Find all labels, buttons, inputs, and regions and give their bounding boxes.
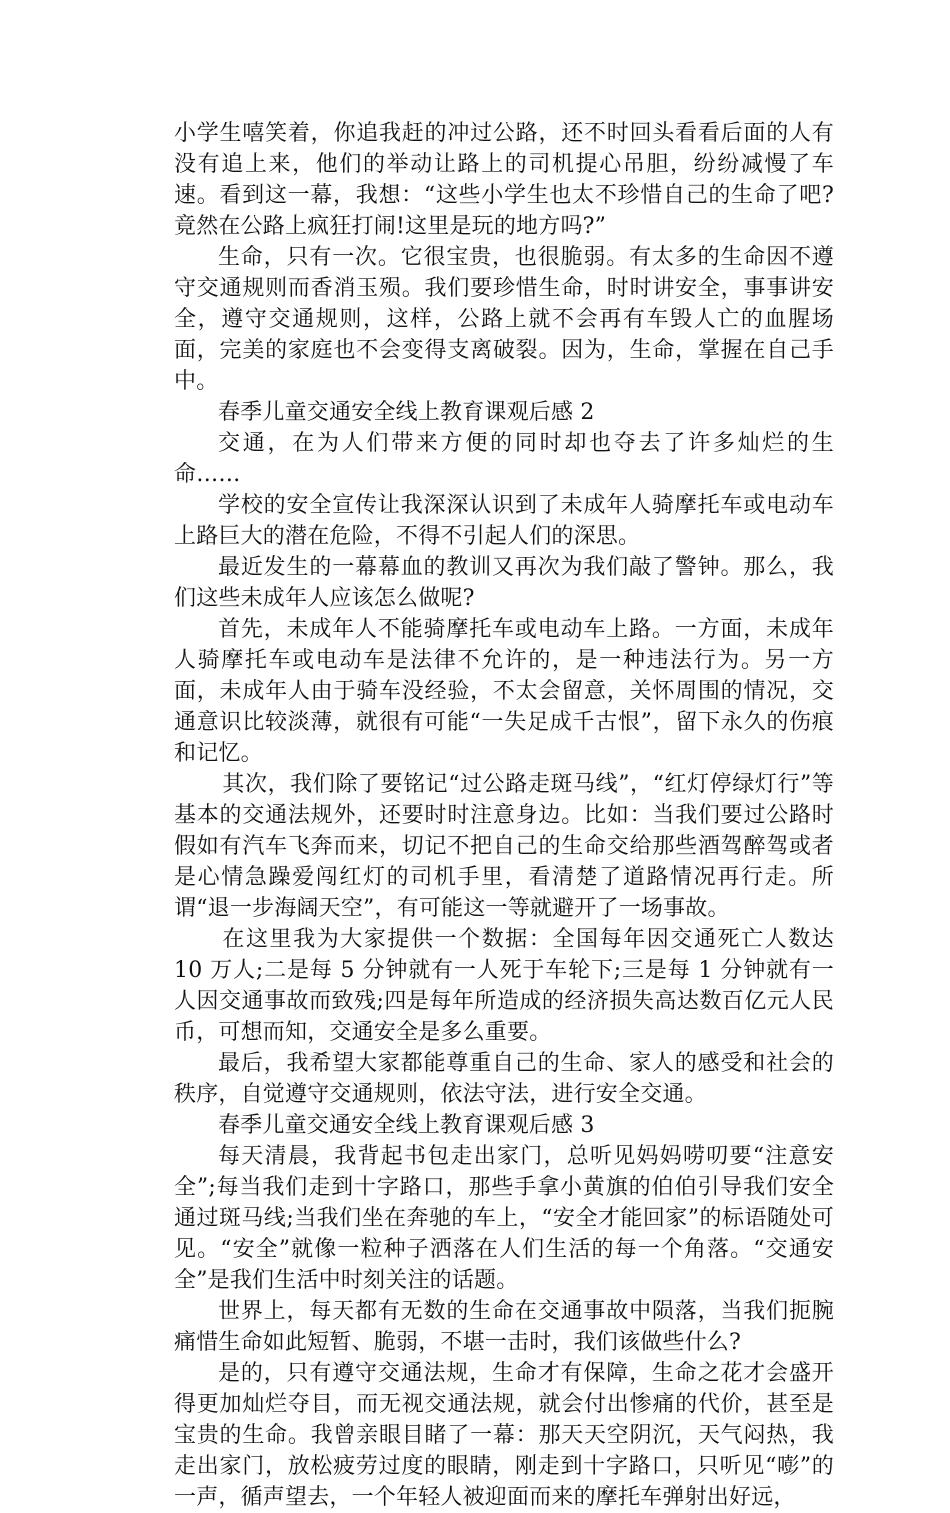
document-body bbox=[174, 118, 834, 1513]
paragraph: 交通，在为人们带来方便的同时却也夺去了许多灿烂的生命…… bbox=[174, 431, 834, 487]
paragraph: 在这里我为大家提供一个数据：全国每年因交通死亡人数达 10 万人;二是每 5 分钟就有一人死于车轮下;三是每 1 分钟就有一人因交通事故而致残;四是每年所造成的经济损失高达数百亿元人民币，可想而知，交通安全是多么重要。 bbox=[174, 927, 834, 1045]
paragraph: 世界上，每天都有无数的生命在交通事故中陨落，当我们扼腕痛惜生命如此短暂、脆弱，不堪一击时，我们该做些什么? bbox=[174, 1299, 834, 1355]
paragraph: 其次，我们除了要铭记“过公路走斑马线”，“红灯停绿灯行”等基本的交通法规外，还要时时注意身边。比如：当我们要过公路时假如有汽车飞奔而来，切记不把自己的生命交给那些酒驾醉驾或者是心情急躁爱闯红灯的司机手里，看清楚了道路情况再行走。所谓“退一步海阔天空”，有可能这一等就避开了一场事故。 bbox=[174, 772, 834, 921]
paragraph: 最近发生的一幕幕血的教训又再次为我们敲了警钟。那么，我们这些未成年人应该怎么做呢? bbox=[174, 555, 834, 611]
paragraph: 每天清晨，我背起书包走出家门，总听见妈妈唠叨要“注意安全”;每当我们走到十字路口，那些手拿小黄旗的伯伯引导我们安全通过斑马线;当我们坐在奔驰的车上，“安全才能回家”的标语随处可见。“安全”就像一粒种子洒落在人们生活的每一个角落。“交通安全”是我们生活中时刻关注的话题。 bbox=[174, 1144, 834, 1293]
section-heading: 春季儿童交通安全线上教育课观后感 3 bbox=[218, 1113, 595, 1138]
paragraph: 首先，未成年人不能骑摩托车或电动车上路。一方面，未成年人骑摩托车或电动车是法律不允许的，是一种违法行为。另一方面，未成年人由于骑车没经验，不太会留意，关怀周围的情况，交通意识比较淡薄，就很有可能“一失足成千古恨”，留下永久的伤痕和记忆。 bbox=[174, 617, 834, 766]
section-heading: 春季儿童交通安全线上教育课观后感 2 bbox=[218, 400, 595, 425]
paragraph: 小学生嘻笑着，你追我赶的冲过公路，还不时回头看看后面的人有没有追上来，他们的举动让路上的司机提心吊胆，纷纷减慢了车速。看到这一幕，我想：“这些小学生也太不珍惜自己的生命了吧?竟然在公路上疯狂打闹!这里是玩的地方吗?” bbox=[174, 121, 834, 239]
paragraph: 是的，只有遵守交通法规，生命才有保障，生命之花才会盛开得更加灿烂夺目，而无视交通法规，就会付出惨痛的代价，甚至是宝贵的生命。我曾亲眼目睹了一幕：那天天空阴沉，天气闷热，我走出家门，放松疲劳过度的眼睛，刚走到十字路口，只听见“嘭”的一声，循声望去，一个年轻人被迎面而来的摩托车弹射出好远， bbox=[174, 1361, 834, 1510]
paragraph: 生命，只有一次。它很宝贵，也很脆弱。有太多的生命因不遵守交通规则而香消玉殒。我们要珍惜生命，时时讲安全，事事讲安全，遵守交通规则，这样，公路上就不会再有车毁人亡的血腥场面，完美的家庭也不会变得支离破裂。因为，生命，掌握在自己手中。 bbox=[174, 245, 834, 394]
paragraph: 最后，我希望大家都能尊重自己的生命、家人的感受和社会的秩序，自觉遵守交通规则，依法守法，进行安全交通。 bbox=[174, 1051, 834, 1107]
paragraph: 学校的安全宣传让我深深认识到了未成年人骑摩托车或电动车上路巨大的潜在危险，不得不引起人们的深思。 bbox=[174, 493, 834, 549]
